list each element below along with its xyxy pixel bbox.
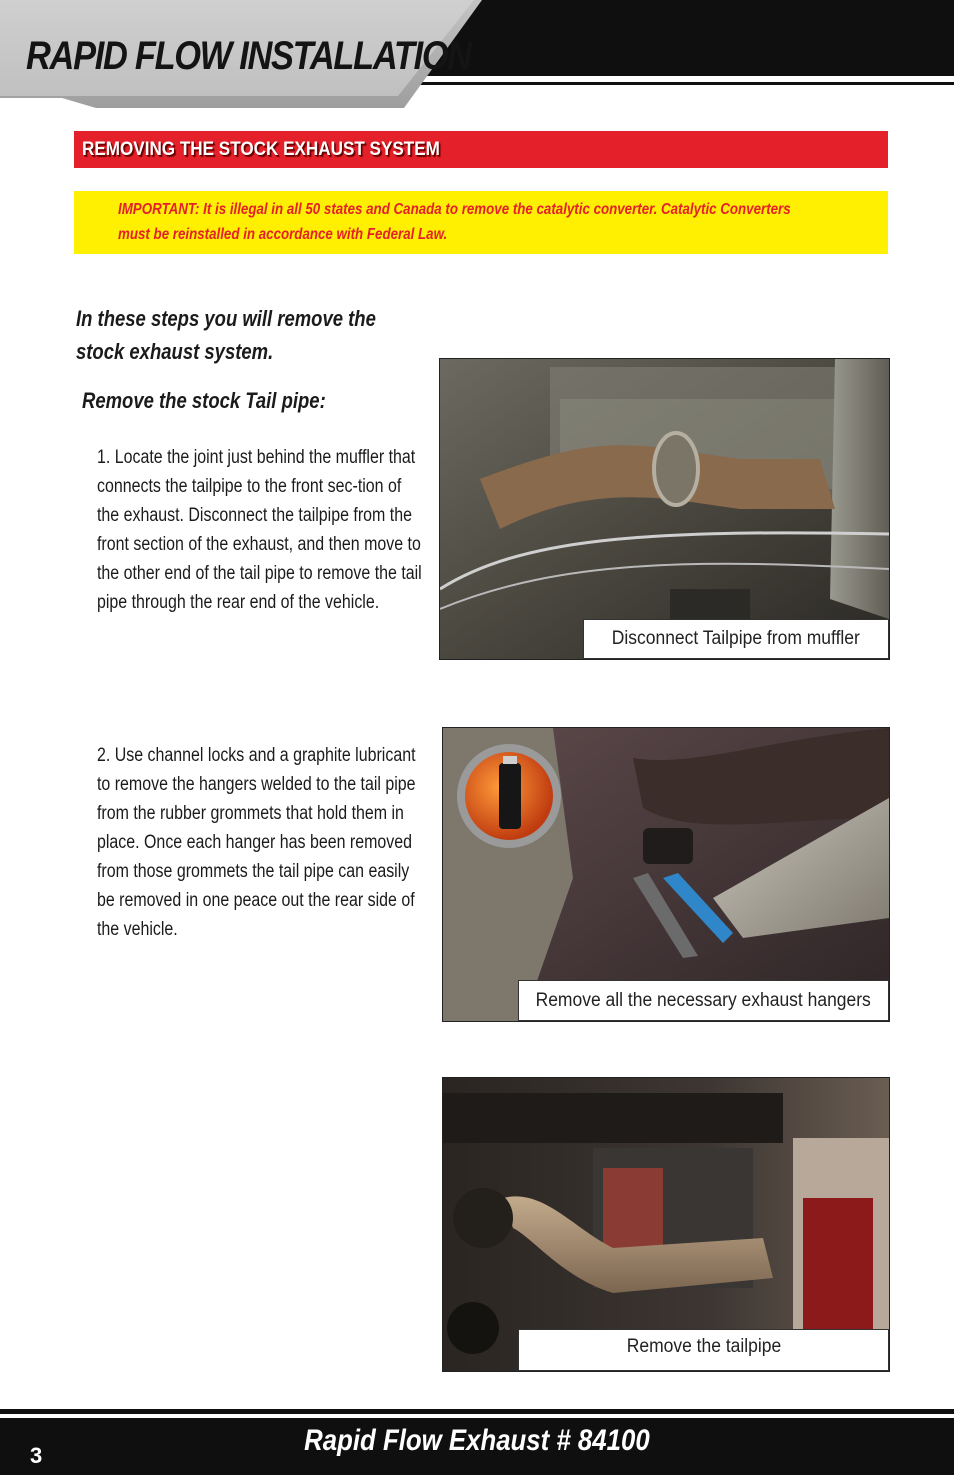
section-title: REMOVING THE STOCK EXHAUST SYSTEM bbox=[82, 139, 440, 160]
photo-remove-tailpipe bbox=[442, 1077, 890, 1372]
page-title: RAPID FLOW INSTALLATION bbox=[26, 34, 471, 78]
section-bar bbox=[74, 131, 888, 168]
photo-caption: Disconnect Tailpipe from muffler bbox=[583, 619, 889, 659]
step-1-text: 1. Locate the joint just behind the muffler that connects the tailpipe to the front sec-tion of the exhaust. Disconnect the tailpipe from the front section of the exhaust, and then move to the other end of the tail pipe to remove the tail pipe through the rear end of the vehicle. bbox=[97, 447, 422, 613]
intro-text: In these steps you will remove the stock exhaust system. bbox=[76, 306, 376, 364]
photo-disconnect-tailpipe bbox=[439, 358, 890, 660]
footer-title: Rapid Flow Exhaust # 84100 bbox=[304, 1424, 650, 1457]
page-number: 3 bbox=[30, 1443, 43, 1468]
photo-caption: Remove the tailpipe bbox=[518, 1329, 889, 1371]
tailpipe-subheading: Remove the stock Tail pipe: bbox=[82, 388, 326, 413]
photo-remove-hangers bbox=[442, 727, 890, 1022]
footer-rule bbox=[0, 1409, 954, 1414]
step-2-text: 2. Use channel locks and a graphite lubricant to remove the hangers welded to the tail pipe from the rubber grommets that hold them in place. Once each hanger has been removed from those grommets the tail pipe can easily be removed in one peace out the rear side of the vehicle. bbox=[97, 745, 416, 940]
warning-text: IMPORTANT: It is illegal in all 50 states and Canada to remove the catalytic converter. Catalytic Converters must be reinstalled in accordance with Federal Law. bbox=[118, 201, 791, 243]
photo-caption: Remove all the necessary exhaust hangers bbox=[518, 980, 889, 1021]
warning-box bbox=[74, 191, 888, 254]
